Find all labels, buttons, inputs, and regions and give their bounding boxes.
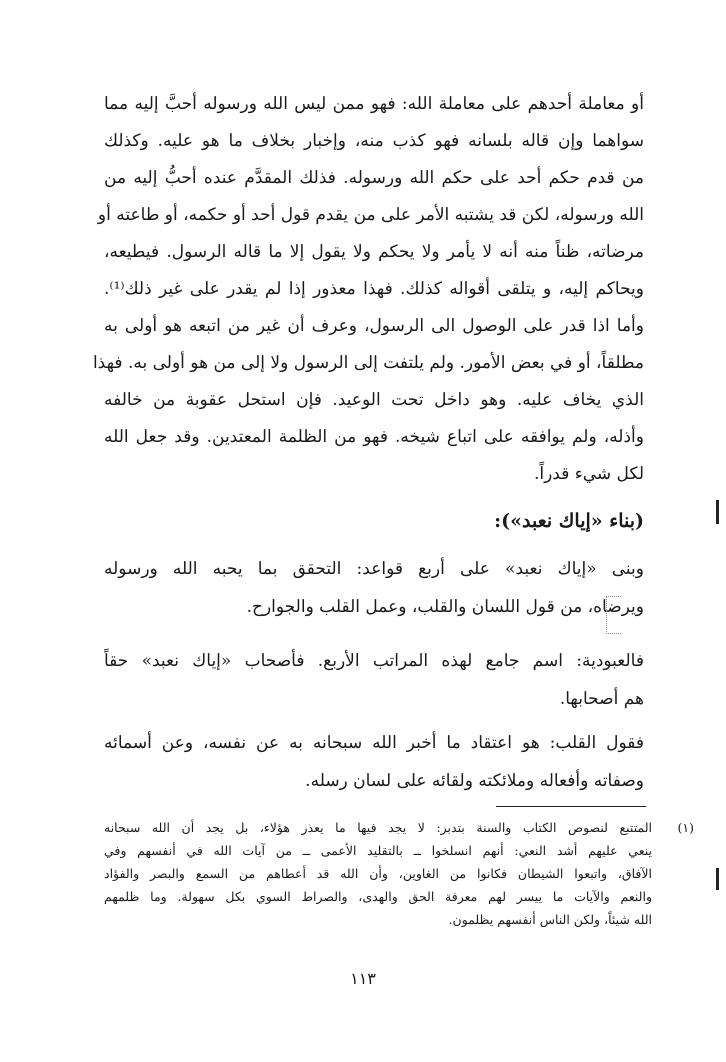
- paragraph-3-line: هم أصحابها.: [559, 689, 644, 709]
- paragraph-3-line: فالعبودية: اسم جامع لهذه المراتب الأربع. فأصحاب «إياك نعبد» حقاً: [104, 651, 644, 671]
- paragraph-2-line: وبنى «إياك نعبد» على أربع قواعد: التحقق بما يحبه الله ورسوله: [104, 559, 644, 579]
- paragraph-4: [104, 724, 644, 800]
- footnote-marker: (١): [677, 820, 694, 835]
- paragraph-1-line: مطلقاً، أو في بعض الأمور. ولم يلتفت إلى الرسول ولا إلى من هو أولى به. فهذا: [92, 353, 644, 373]
- paragraph-1-line: لكل شيء قدراً.: [533, 464, 644, 484]
- footnote: [104, 816, 694, 931]
- scan-edge-mark: [716, 868, 719, 890]
- footnote-separator: [496, 806, 646, 807]
- paragraph-1-line: الذي يخاف عليه. وهو داخل تحت الوعيد. فإن استحل عقوبة من خالفه: [104, 390, 644, 410]
- paragraph-1-line: الله ورسوله، لكن قد يشتبه الأمر على من يقدم قول أحد أو حكمه، أو طاعته أو: [97, 205, 644, 225]
- paragraph-2: [104, 550, 644, 626]
- footnote-line: والنعم والآيات ما ييسر لهم معرفة الحق والهدى، والصراط السوي بكل سهولة. وما ظلمهم: [104, 889, 652, 904]
- paragraph-1-line: سواهما وإن قاله بلسانه فهو كذب منه، وإخبار بخلاف ما هو عليه. وكذلك: [104, 131, 644, 151]
- pencil-bracket-mark: [606, 596, 621, 634]
- scan-edge-mark: [716, 500, 719, 524]
- section-heading: (بناء «إياك نعبد»):: [494, 510, 644, 532]
- paragraph-1-line: وأذله، ولم يوافقه على اتباع شيخه. فهو من الظلمة المعتدين. وقد جعل الله: [104, 427, 644, 447]
- footnote-line: الآفاق، واتبعوا الشيطان فكانوا من الغاوين، وأن الله قد أعطاهم من السمع والبصر والفؤاد: [104, 866, 652, 881]
- paragraph-4-line: فقول القلب: هو اعتقاد ما أخبر الله سبحانه به عن نفسه، وعن أسمائه: [104, 733, 644, 753]
- footnote-line: الله شيئاً، ولكن الناس أنفسهم يظلمون.: [448, 912, 652, 927]
- page-number: ١١٣: [350, 969, 376, 988]
- paragraph-1-line: أو معاملة أحدهم على معاملة الله: فهو ممن ليس الله ورسوله أحبَّ إليه مما: [104, 94, 644, 114]
- footnote-line: ينعي عليهم أشد النعي: أنهم انسلخوا ــ بالتقليد الأعمى ــ من آيات الله في أنفسهم وفي: [104, 843, 652, 858]
- paragraph-1-line: ويحاكم إليه، و يتلقى أقواله كذلك. فهذا معذور إذا لم يقدر على غير ذلك⁽¹⁾.: [104, 279, 644, 299]
- paragraph-4-line: وصفاته وأفعاله وملائكته ولقائه على لسان رسله.: [305, 771, 644, 791]
- paragraph-1-line: وأما اذا قدر على الوصول الى الرسول، وعرف أن غير من اتبعه هو أولى به: [104, 316, 644, 336]
- footnote-line: المتتبع لنصوص الكتاب والسنة بتدبر: لا يجد فيها ما يعذر هؤلاء، بل يجد أن الله سبحانه: [104, 820, 652, 835]
- paragraph-1-line: من قدم حكم أحد على حكم الله ورسوله. فذلك المقدَّم عنده أحبُّ إليه من: [104, 168, 644, 188]
- paragraph-1: [92, 86, 644, 493]
- paragraph-1-line: مرضاته، ظناً منه أنه لا يأمر ولا يحكم ولا يقول إلا ما قاله الرسول. فيطيعه،: [104, 242, 644, 262]
- paragraph-3: [104, 642, 644, 718]
- paragraph-2-line: ويرضاه، من قول اللسان والقلب، وعمل القلب والجوارح.: [246, 597, 644, 617]
